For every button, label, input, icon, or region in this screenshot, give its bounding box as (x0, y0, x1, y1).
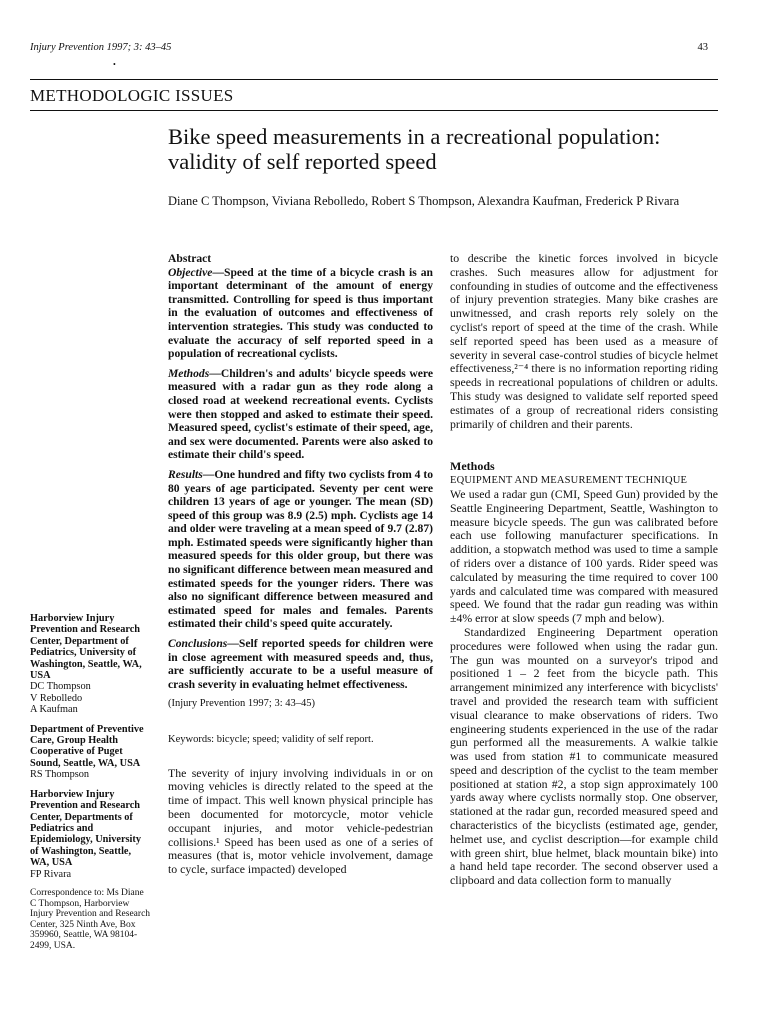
objective-label: Objective (168, 265, 213, 279)
abstract-heading: Abstract (168, 252, 212, 265)
author-list: Diane C Thompson, Viviana Rebolledo, Robert S Thompson, Alexandra Kaufman, Frederick P Rivara (168, 194, 680, 208)
affiliation-2 (30, 724, 152, 781)
affiliation-2-text: Department of Preventive Care, Group Health Cooperative of Puget Sound, Seattle, WA, USA (30, 723, 144, 769)
results-text: —One hundred and fifty two cyclists from 4 to 80 years of age participated. Seventy per cent were children 13 years of age or younger. The mean (SD) speed of this group was 8.9 (2.5) mph. Cyclists age 14 and older were traveling at a mean speed of 9.7 (2.87) mph. Estimated speeds were significantly higher than measured speeds for this older group, but there was no significant difference between mean measured and estimated speeds for the younger riders. There was also no significant difference between measured and estimated speed for males and females. Parents estimated their child's speed quite accurately. (168, 467, 433, 631)
stray-dot: • (113, 60, 116, 69)
affiliation-3-name: FP Rivara (30, 868, 72, 880)
intro-paragraph-left: The severity of injury involving individuals in or on moving vehicles is directly related to the speed at the time of impact. This well known physical principle has been documented for motorcycle, motor vehicle occupant injuries, and motor vehicle-pedestrian collisions.¹ Speed has been used as one of a series of measures (that is, motor vehicle involvement, damage to cycle, surface impacted) developed (168, 765, 433, 877)
methods-text: —Children's and adults' bicycle speeds were measured with a radar gun as they rode along a closed road at weekend recreational events. Cyclists were then stopped and asked to estimate their speed. Measured speed, cyclist's estimate of their speed, age, and sex were documented. Parents were also asked to estimate their child's speed. (168, 366, 433, 462)
methods-heading: Methods (450, 459, 495, 474)
abstract-conclusions (168, 637, 433, 691)
results-label: Results (168, 467, 203, 481)
article-title: Bike speed measurements in a recreational population: validity of self reported speed (168, 124, 661, 174)
top-rule (30, 79, 718, 80)
affiliations-sidebar (30, 613, 152, 952)
methods-label: Methods (168, 366, 210, 380)
affiliation-1-text: Harborview Injury Prevention and Research Center, Department of Pediatrics, University of Washington, Seattle, WA, USA (30, 613, 142, 682)
objective-text: —Speed at the time of a bicycle crash is an important determinant of the amount of energy transmitted. Controlling for speed is thus important in the evaluation of outcomes and effectiveness of intervention strategies. This study was conducted to evaluate the accuracy of self reported speed in a population of recreational cyclists. (168, 265, 433, 361)
affiliation-2-name: RS Thompson (30, 769, 90, 781)
affiliation-1-name: V Rebolledo (30, 692, 83, 704)
section-label: METHODOLOGIC ISSUES (30, 86, 234, 105)
abstract-methods (168, 367, 433, 462)
abstract-citation: (Injury Prevention 1997; 3: 43–45) (168, 698, 315, 710)
correspondence-address: Correspondence to: Ms Diane C Thompson, Harborview Injury Prevention and Research Center, 325 Ninth Ave, Box 359960, Seattle, WA 98104-2499, USA. (30, 887, 151, 951)
conclusions-text: —Self reported speeds for children were in close agreement with measured speeds and, thus, are sufficiently accurate to be a useful measure of crash severity in evaluating helmet effectiveness. (168, 637, 433, 691)
affiliation-1-name: DC Thompson (30, 681, 91, 693)
keywords: Keywords: bicycle; speed; validity of self report. (168, 734, 374, 745)
affiliation-1-name: A Kaufman (30, 704, 78, 716)
intro-paragraph-right: to describe the kinetic forces involved in bicycle crashes. Such measures allow for adjustment for confounding in studies of outcome and the effectiveness of injury prevention strategies. Many bike crashes are unwitnessed, and crash reports rely solely on the cyclist's report of speed at the time of the crash. While self reported speed has been used as a measure of severity in several case-control studies of bicycle helmet effectiveness,²⁻⁴ there is no information reporting riding speeds in recreational populations of children or adults. This study was designed to validate self reported speed estimates of a group of recreational riders consisting primarily of children and their parents. (450, 251, 718, 431)
affiliation-1 (30, 613, 152, 716)
abstract-objective (168, 266, 433, 361)
methods-paragraph-1: We used a radar gun (CMI, Speed Gun) provided by the Seattle Engineering Department, Seattle, Washington to measure bicycle speeds. The gun was calibrated before each use following manufacturer specifications. In addition, a stopwatch method was used to time a sample of riders over a distance of 100 yards. Rider speed was calculated by measuring the time required to cover 100 yards and calculated time was compared with measured speed. We found that the radar gun reading was within ±4% error at slow speeds (7 mph and below). (450, 486, 718, 626)
right-column (450, 252, 718, 888)
affiliation-3 (30, 789, 152, 880)
abstract-column (168, 252, 433, 883)
abstract-results (168, 468, 433, 631)
conclusions-label: Conclusions (168, 637, 228, 651)
methods-paragraph-2: Standardized Engineering Department operation procedures were followed when using the radar gun. The gun was mounted on a surveyor's tripod and positioned 1 – 2 feet from the bicycle path. This arrangement minimized any interference with bicyclists' travel and provided the research team with sufficient visual clearance to make observations of riders. Two engineering students experienced in the use of the radar gun performed all the measurements. A walkie talkie was used from station #1 to communicate measured speed and description of the cyclist to the team member positioned at station #2, a stop sign approximately 100 yards away where cyclists normally stop. One observer, stationed at the radar gun, recorded measured speed and characteristics of the bicyclists (estimated age, gender, helmet use, and cyclist description—for example child with green shirt, blue helmet, black mountain bike) into a hand held tape recorder. The second observer used a clipboard and data collection form to manually (450, 624, 718, 888)
section-rule (30, 110, 718, 111)
journal-citation-header: Injury Prevention 1997; 3: 43–45 (30, 42, 172, 53)
methods-subheading: EQUIPMENT AND MEASUREMENT TECHNIQUE (450, 475, 688, 487)
affiliation-3-text: Harborview Injury Prevention and Research Center, Departments of Pediatrics and Epidemiology, University of Washington, Seattle, WA, USA (30, 788, 141, 869)
page-number: 43 (697, 42, 708, 53)
